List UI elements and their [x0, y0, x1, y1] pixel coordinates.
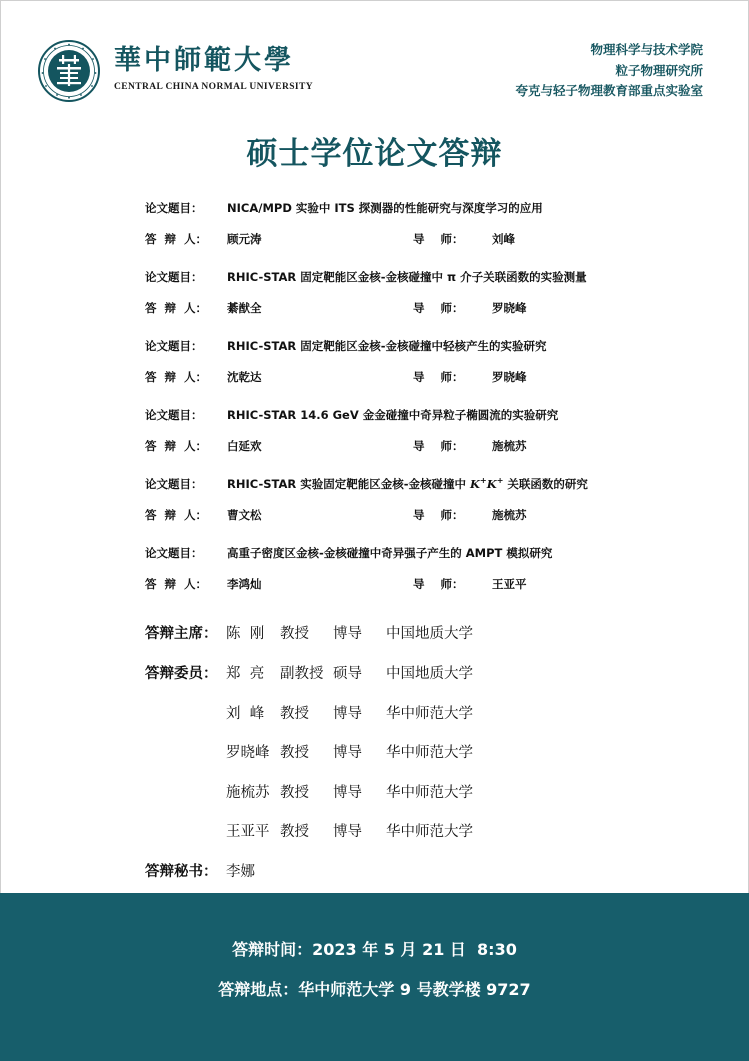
university-name-cn: 華中師範大學 — [114, 45, 294, 76]
member-name: 施梳苏 — [226, 785, 270, 801]
defense-time: 答辩时间：2023 年 5 月 21 日 8:30 — [232, 940, 517, 959]
department-school: 物理科学与技术学院 — [590, 42, 703, 57]
member-title: 教授 — [280, 745, 309, 761]
thesis-entry — [145, 338, 665, 388]
university-logo — [38, 38, 313, 102]
member-degree: 博导 — [333, 785, 362, 801]
thesis-topic: NICA/MPD 实验中 ITS 探测器的性能研究与深度学习的应用 — [227, 201, 543, 215]
defender-label: 答 辩 人： — [145, 370, 208, 384]
advisor-name: 刘峰 — [492, 232, 515, 246]
advisor-label: 导 师： — [413, 577, 464, 591]
topic-label: 论文题目： — [145, 408, 203, 422]
chair-degree: 博导 — [333, 626, 362, 642]
topic-text-pre: RHIC-STAR 实验固定靶能区金核-金核碰撞中 — [227, 477, 471, 491]
member-title: 教授 — [280, 824, 309, 840]
thesis-entry — [145, 407, 665, 457]
page-title: 硕士学位论文答辩 — [246, 136, 503, 172]
member-name: 王亚平 — [226, 824, 270, 840]
defender-name: 綦猷全 — [227, 301, 262, 315]
defender-label: 答 辩 人： — [145, 232, 208, 246]
math-k: K — [486, 477, 497, 491]
topic-label: 论文题目： — [145, 339, 203, 353]
thesis-entry — [145, 269, 665, 319]
university-name-en: CENTRAL CHINA NORMAL UNIVERSITY — [114, 82, 313, 92]
member-title: 副教授 — [280, 666, 324, 682]
member-degree: 博导 — [333, 706, 362, 722]
defender-name: 沈乾达 — [227, 370, 262, 384]
defense-location: 答辩地点：华中师范大学 9 号教学楼 9727 — [218, 980, 531, 999]
advisor-label: 导 师： — [413, 232, 464, 246]
department-institute: 粒子物理研究所 — [615, 62, 703, 78]
advisor-name: 施梳苏 — [492, 439, 527, 453]
department-lab: 夸克与轻子物理教育部重点实验室 — [515, 83, 703, 98]
member-university: 华中师范大学 — [386, 785, 473, 801]
defender-name: 白延欢 — [227, 439, 262, 453]
thesis-topic: RHIC-STAR 固定靶能区金核-金核碰撞中 π 介子关联函数的实验测量 — [227, 270, 587, 284]
defender-name: 顾元涛 — [227, 232, 262, 246]
topic-label: 论文题目： — [145, 201, 203, 215]
member-university: 中国地质大学 — [386, 666, 473, 682]
member-university: 华中师范大学 — [386, 824, 473, 840]
secretary-label: 答辩秘书： — [145, 864, 218, 880]
thesis-topic: RHIC-STAR 固定靶能区金核-金核碰撞中轻核产生的实验研究 — [227, 339, 547, 353]
chair-label: 答辩主席： — [145, 626, 218, 642]
advisor-name: 罗晓峰 — [492, 301, 527, 315]
member-title: 教授 — [280, 785, 309, 801]
member-name: 刘 峰 — [226, 706, 265, 722]
thesis-entry — [145, 545, 665, 595]
math-k: K — [470, 477, 481, 491]
member-title: 教授 — [280, 706, 309, 722]
university-seal-icon — [38, 40, 100, 102]
defender-name: 曹文松 — [227, 508, 262, 522]
defender-name: 李鸿灿 — [227, 577, 262, 591]
department-list — [515, 40, 703, 102]
defender-label: 答 辩 人： — [145, 508, 208, 522]
footer-band — [0, 893, 749, 1061]
advisor-label: 导 师： — [413, 439, 464, 453]
member-university: 华中师范大学 — [386, 706, 473, 722]
advisor-label: 导 师： — [413, 370, 464, 384]
thesis-topic: 高重子密度区金核-金核碰撞中奇异强子产生的 AMPT 模拟研究 — [227, 546, 553, 560]
topic-label: 论文题目： — [145, 546, 203, 560]
topic-text-post: 关联函数的研究 — [503, 477, 588, 491]
defender-label: 答 辩 人： — [145, 439, 208, 453]
thesis-topic — [227, 476, 588, 492]
chair-title: 教授 — [280, 626, 309, 642]
defender-label: 答 辩 人： — [145, 577, 208, 591]
member-name: 罗晓峰 — [226, 745, 270, 761]
math-plus-sup: + — [480, 476, 487, 486]
advisor-label: 导 师： — [413, 508, 464, 522]
thesis-entry — [145, 200, 665, 250]
members-label: 答辩委员： — [145, 666, 218, 682]
advisor-label: 导 师： — [413, 301, 464, 315]
thesis-topic: RHIC-STAR 14.6 GeV 金金碰撞中奇异粒子椭圆流的实验研究 — [227, 408, 559, 422]
advisor-name: 施梳苏 — [492, 508, 527, 522]
advisor-name: 王亚平 — [492, 577, 527, 591]
math-plus-sup: + — [496, 476, 504, 486]
member-degree: 博导 — [333, 824, 362, 840]
member-name: 郑 亮 — [226, 666, 265, 682]
chair-university: 中国地质大学 — [386, 626, 473, 642]
member-university: 华中师范大学 — [386, 745, 473, 761]
member-degree: 博导 — [333, 745, 362, 761]
thesis-entry — [145, 476, 665, 526]
defender-label: 答 辩 人： — [145, 301, 208, 315]
chair-name: 陈 刚 — [226, 626, 265, 642]
topic-label: 论文题目： — [145, 477, 203, 491]
secretary-name: 李娜 — [226, 864, 255, 880]
topic-label: 论文题目： — [145, 270, 203, 284]
member-degree: 硕导 — [333, 666, 362, 682]
advisor-name: 罗晓峰 — [492, 370, 527, 384]
